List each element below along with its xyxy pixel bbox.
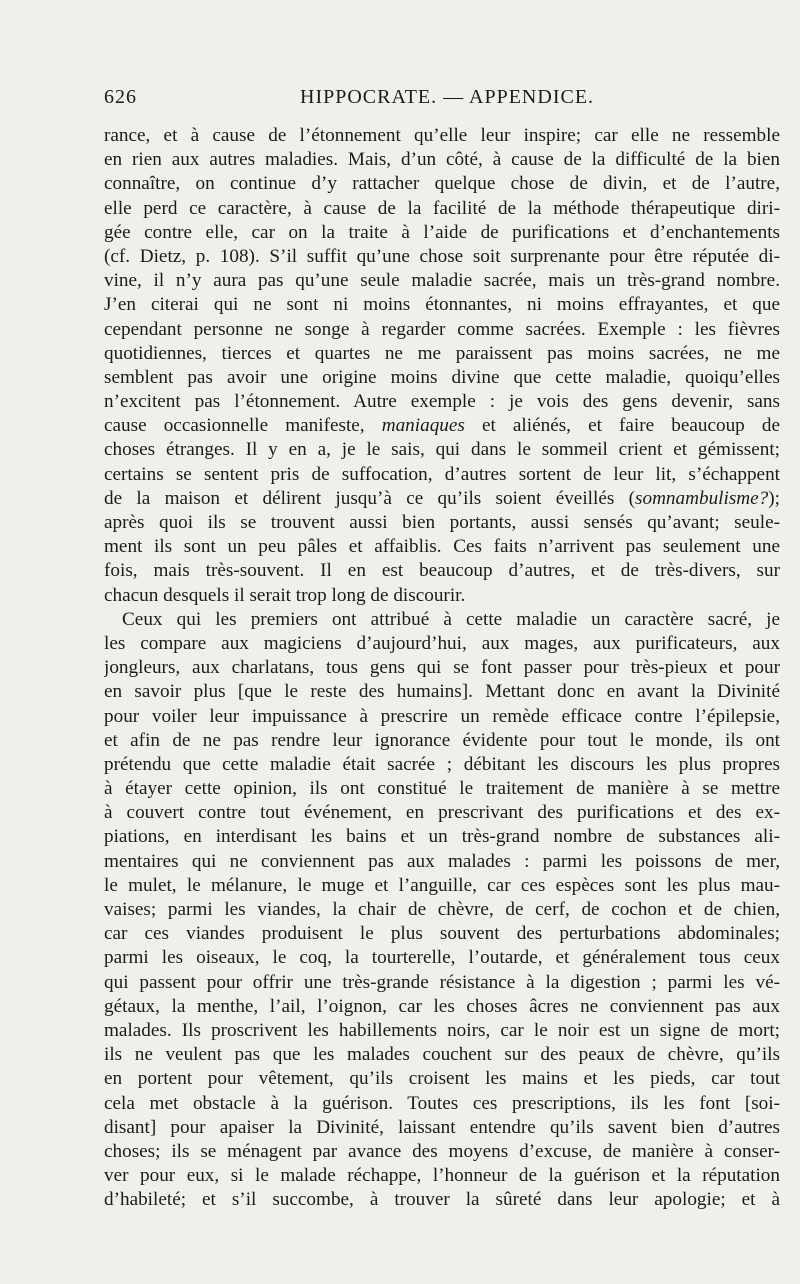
italic-term: maniaques [381, 415, 465, 437]
text-line: gée contre elle, car on la traite à l’aide de purifications et d’enchantements [104, 221, 780, 243]
text-line: disant] pour apaiser la Divinité, laissant entendre qu’ils savent bien d’autres [104, 1116, 780, 1138]
text-line: (cf. Dietz, p. 108). S’il suffit qu’une chose soit surprenante pour être réputée di- [104, 245, 780, 267]
text-line [104, 414, 780, 438]
text-line: en portent pour vêtement, qu’ils croisent les mains et les pieds, car tout [104, 1068, 780, 1090]
text-line: le mulet, le mélanure, le muge et l’anguille, car ces espèces sont les plus mau- [104, 874, 780, 896]
text-line: choses; ils se ménagent par avance des moyens d’excuse, de manière à conser- [104, 1140, 780, 1162]
text-line: les compare aux magiciens d’aujourd’hui, aux mages, aux purificateurs, aux [104, 632, 780, 654]
text-line: ils ne veulent pas que les malades couchent sur des peaux de chèvre, qu’ils [104, 1044, 780, 1066]
text-line: car ces viandes produisent le plus souvent des perturbations abdominales; [104, 923, 780, 945]
text-line: malades. Ils proscrivent les habillements noirs, car le noir est un signe de mort; [104, 1019, 780, 1041]
text-line: qui passent pour offrir une très-grande résistance à la digestion ; parmi les vé- [104, 971, 780, 993]
text-line: à étayer cette opinion, ils ont constitué le traitement de manière à se mettre [104, 778, 780, 800]
text-line: en rien aux autres maladies. Mais, d’un côté, à cause de la difficulté de la bien [104, 149, 780, 171]
text-line: fois, mais très-souvent. Il en est beaucoup d’autres, et de très-divers, sur [104, 560, 780, 582]
text-line: ment ils sont un peu pâles et affaiblis. Ces faits n’arrivent pas seulement une [104, 536, 780, 558]
text-line: semblent pas avoir une origine moins divine que cette maladie, quoiqu’elles [104, 366, 780, 388]
text-line: piations, en interdisant les bains et un très-grand nombre de substances ali- [104, 826, 780, 848]
text-line: en savoir plus [que le reste des humains]. Mettant donc en avant la Divinité [104, 681, 780, 703]
text-line: connaître, on continue d’y rattacher quelque chose de divin, et de l’autre, [104, 173, 780, 195]
text-line: elle perd ce caractère, à cause de la facilité de la méthode thérapeutique diri- [104, 197, 780, 219]
text-line: rance, et à cause de l’étonnement qu’elle leur inspire; car elle ne ressemble [104, 125, 780, 146]
text-line [104, 487, 780, 511]
text-line: n’excitent pas l’étonnement. Autre exemple : je vois des gens devenir, sans [104, 391, 780, 413]
text-line: vaises; parmi les viandes, la chair de chèvre, de cerf, de cochon et de chien, [104, 899, 780, 920]
text-line: certains se sentent pris de suffocation, d’autres sortent de leur lit, s’échappent [104, 463, 780, 485]
text-run: et aliénés, et faire beaucoup de [464, 415, 780, 437]
text-line: mentaires qui ne conviennent pas aux malades : parmi les poissons de mer, [104, 850, 780, 872]
text-line: gétaux, la menthe, l’ail, l’oignon, car les choses âcres ne conviennent pas aux [104, 995, 780, 1017]
text-line: après quoi ils se trouvent aussi bien portants, aussi sensés qu’avant; seule- [104, 512, 780, 533]
running-head [104, 86, 776, 116]
running-title: HIPPOCRATE. — APPENDICE. [300, 86, 595, 108]
text-line: parmi les oiseaux, le coq, la tourterelle, l’outarde, et généralement tous ceux [104, 947, 780, 969]
italic-term: somnambulisme? [635, 487, 769, 509]
text-line: jongleurs, aux charlatans, tous gens qui se font passer pour très-pieux et pour [104, 657, 780, 679]
text-line: cependant personne ne songe à regarder comme sacrées. Exemple : les fièvres [104, 318, 780, 340]
text-run: cause occasionnelle manifeste, [104, 415, 382, 437]
body-text [104, 124, 780, 1212]
text-line: prétendu que cette maladie était sacrée ; débitant les discours les plus propres [104, 753, 780, 775]
text-line: vine, il n’y aura pas qu’une seule maladie sacrée, mais un très-grand nombre. [104, 270, 780, 292]
text-line: cela met obstacle à la guérison. Toutes ces prescriptions, ils les font [soi- [104, 1092, 780, 1114]
text-run: de la maison et délirent jusqu’à ce qu’ils soient éveillés ( [104, 487, 636, 509]
text-line: ver pour eux, si le malade réchappe, l’honneur de la guérison et la réputation [104, 1165, 780, 1187]
text-line: quotidiennes, tierces et quartes ne me paraissent pas moins sacrées, ne me [104, 342, 780, 364]
text-run: ); [768, 487, 780, 509]
text-line: Ceux qui les premiers ont attribué à cette maladie un caractère sacré, je [122, 608, 780, 630]
text-line: et afin de ne pas rendre leur ignorance évidente pour tout le monde, ils ont [104, 729, 780, 751]
text-line: d’habileté; et s’il succombe, à trouver la sûreté dans leur apologie; et à [104, 1189, 780, 1211]
text-line: J’en citerai qui ne sont ni moins étonnantes, ni moins effrayantes, et que [104, 294, 780, 316]
text-line: pour voiler leur impuissance à prescrire un remède efficace contre l’épilepsie, [104, 705, 780, 727]
page-number: 626 [104, 86, 137, 108]
text-line: à couvert contre tout événement, en prescrivant des purifications et des ex- [104, 802, 780, 824]
text-line: chacun desquels il serait trop long de discourir. [104, 584, 466, 606]
text-line: choses étranges. Il y en a, je le sais, qui dans le sommeil crient et gémissent; [104, 439, 780, 461]
